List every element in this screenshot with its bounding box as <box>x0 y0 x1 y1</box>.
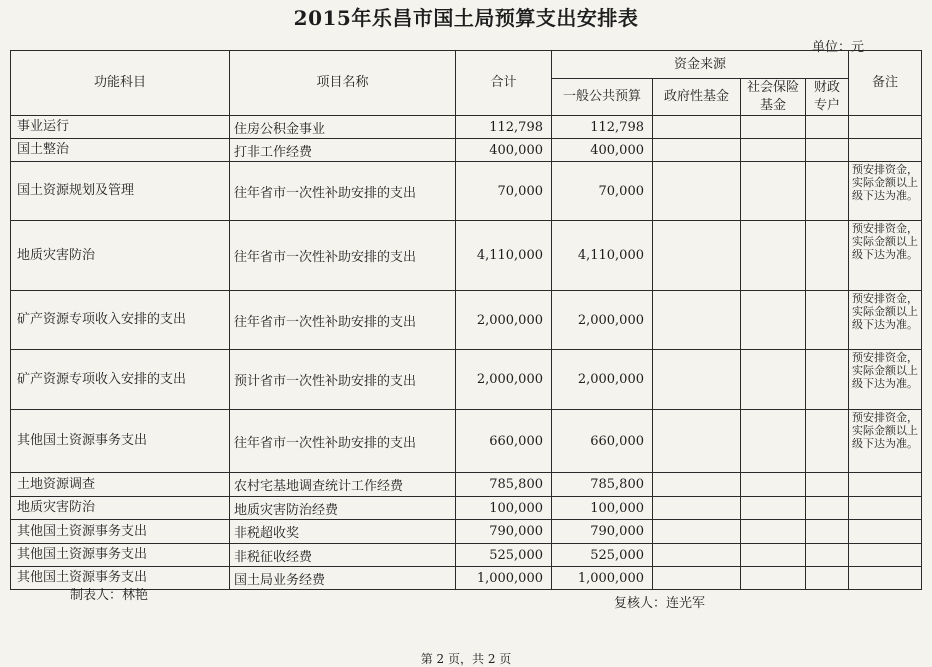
table-row <box>11 544 922 567</box>
row-project: 往年省市一次性补助安排的支出 <box>230 410 456 473</box>
row-total: 660,000 <box>456 410 552 473</box>
row-gov-fund <box>653 567 741 590</box>
row-function: 其他国土资源事务支出 <box>11 520 230 544</box>
row-function: 事业运行 <box>11 116 230 139</box>
row-general-budget: 790,000 <box>552 520 653 544</box>
row-gov-fund <box>653 497 741 520</box>
row-gov-fund <box>653 410 741 473</box>
row-total: 400,000 <box>456 139 552 162</box>
row-project: 打非工作经费 <box>230 139 456 162</box>
row-note: 预安排资金，实际金额以上级下达为准。 <box>849 410 922 473</box>
row-social-insurance <box>741 567 806 590</box>
row-project: 农村宅基地调查统计工作经费 <box>230 473 456 497</box>
row-note <box>849 544 922 567</box>
table-row <box>11 473 922 497</box>
unit-label: 单位：元 <box>812 40 865 55</box>
row-function: 土地资源调查 <box>11 473 230 497</box>
row-project: 非税征收经费 <box>230 544 456 567</box>
header-function: 功能科目 <box>11 51 230 116</box>
page-number: 第 2 页，共 2 页 <box>420 652 512 666</box>
table-row <box>11 410 922 473</box>
row-fiscal-account <box>806 567 849 590</box>
row-function: 矿产资源专项收入安排的支出 <box>11 291 230 350</box>
table-row <box>11 291 922 350</box>
row-note: 预安排资金，实际金额以上级下达为准。 <box>849 350 922 410</box>
row-gov-fund <box>653 520 741 544</box>
row-total: 2,000,000 <box>456 291 552 350</box>
page-title: 2015年乐昌市国土局预算支出安排表 <box>293 6 639 30</box>
row-fiscal-account <box>806 520 849 544</box>
row-function: 地质灾害防治 <box>11 221 230 291</box>
row-general-budget: 1,000,000 <box>552 567 653 590</box>
row-social-insurance <box>741 139 806 162</box>
row-note <box>849 497 922 520</box>
row-general-budget: 785,800 <box>552 473 653 497</box>
row-gov-fund <box>653 291 741 350</box>
row-function: 其他国土资源事务支出 <box>11 567 230 590</box>
row-gov-fund <box>653 473 741 497</box>
row-note <box>849 567 922 590</box>
row-social-insurance <box>741 291 806 350</box>
row-fiscal-account <box>806 139 849 162</box>
row-note <box>849 139 922 162</box>
row-fiscal-account <box>806 291 849 350</box>
row-social-insurance <box>741 162 806 221</box>
row-general-budget: 2,000,000 <box>552 350 653 410</box>
header-funding-source: 资金来源 <box>552 51 849 79</box>
row-function: 地质灾害防治 <box>11 497 230 520</box>
row-project: 住房公积金事业 <box>230 116 456 139</box>
row-note <box>849 116 922 139</box>
row-social-insurance <box>741 410 806 473</box>
row-fiscal-account <box>806 410 849 473</box>
row-total: 70,000 <box>456 162 552 221</box>
row-general-budget: 400,000 <box>552 139 653 162</box>
row-general-budget: 525,000 <box>552 544 653 567</box>
row-social-insurance <box>741 497 806 520</box>
header-total: 合计 <box>456 51 552 116</box>
row-general-budget: 660,000 <box>552 410 653 473</box>
row-general-budget: 70,000 <box>552 162 653 221</box>
row-gov-fund <box>653 162 741 221</box>
table-row <box>11 116 922 139</box>
header-gov-fund: 政府性基金 <box>653 79 741 116</box>
row-project: 非税超收奖 <box>230 520 456 544</box>
row-function: 其他国土资源事务支出 <box>11 410 230 473</box>
row-function: 国土资源规划及管理 <box>11 162 230 221</box>
row-fiscal-account <box>806 350 849 410</box>
header-remarks: 备注 <box>849 51 922 116</box>
header-general-budget: 一般公共预算 <box>552 79 653 116</box>
row-project: 往年省市一次性补助安排的支出 <box>230 221 456 291</box>
table-row <box>11 520 922 544</box>
table-row <box>11 350 922 410</box>
row-function: 其他国土资源事务支出 <box>11 544 230 567</box>
row-project: 往年省市一次性补助安排的支出 <box>230 162 456 221</box>
row-note <box>849 473 922 497</box>
row-project: 地质灾害防治经费 <box>230 497 456 520</box>
row-project: 预计省市一次性补助安排的支出 <box>230 350 456 410</box>
row-function: 矿产资源专项收入安排的支出 <box>11 350 230 410</box>
row-fiscal-account <box>806 544 849 567</box>
row-total: 112,798 <box>456 116 552 139</box>
row-gov-fund <box>653 350 741 410</box>
row-total: 790,000 <box>456 520 552 544</box>
row-function: 国土整治 <box>11 139 230 162</box>
row-social-insurance <box>741 473 806 497</box>
row-project: 国土局业务经费 <box>230 567 456 590</box>
row-gov-fund <box>653 544 741 567</box>
row-total: 785,800 <box>456 473 552 497</box>
row-total: 4,110,000 <box>456 221 552 291</box>
row-general-budget: 4,110,000 <box>552 221 653 291</box>
prepared-by: 制表人：林艳 <box>70 588 149 603</box>
row-note: 预安排资金，实际金额以上级下达为准。 <box>849 162 922 221</box>
reviewed-by: 复核人：连光军 <box>614 596 706 611</box>
table-row <box>11 221 922 291</box>
row-total: 525,000 <box>456 544 552 567</box>
row-gov-fund <box>653 221 741 291</box>
row-project: 往年省市一次性补助安排的支出 <box>230 291 456 350</box>
row-note <box>849 520 922 544</box>
row-gov-fund <box>653 139 741 162</box>
row-fiscal-account <box>806 221 849 291</box>
row-fiscal-account <box>806 162 849 221</box>
row-fiscal-account <box>806 497 849 520</box>
row-gov-fund <box>653 116 741 139</box>
row-total: 1,000,000 <box>456 567 552 590</box>
row-note: 预安排资金，实际金额以上级下达为准。 <box>849 221 922 291</box>
header-fiscal-account: 财政专户 <box>806 79 849 116</box>
row-social-insurance <box>741 520 806 544</box>
row-fiscal-account <box>806 473 849 497</box>
row-fiscal-account <box>806 116 849 139</box>
row-social-insurance <box>741 350 806 410</box>
header-social-insurance: 社会保险基金 <box>741 79 806 116</box>
row-general-budget: 100,000 <box>552 497 653 520</box>
table-row <box>11 139 922 162</box>
header-project: 项目名称 <box>230 51 456 116</box>
row-general-budget: 112,798 <box>552 116 653 139</box>
row-total: 100,000 <box>456 497 552 520</box>
row-social-insurance <box>741 544 806 567</box>
row-social-insurance <box>741 221 806 291</box>
table-row <box>11 497 922 520</box>
table-row <box>11 162 922 221</box>
row-note: 预安排资金，实际金额以上级下达为准。 <box>849 291 922 350</box>
row-social-insurance <box>741 116 806 139</box>
row-total: 2,000,000 <box>456 350 552 410</box>
budget-table <box>10 50 922 590</box>
row-general-budget: 2,000,000 <box>552 291 653 350</box>
